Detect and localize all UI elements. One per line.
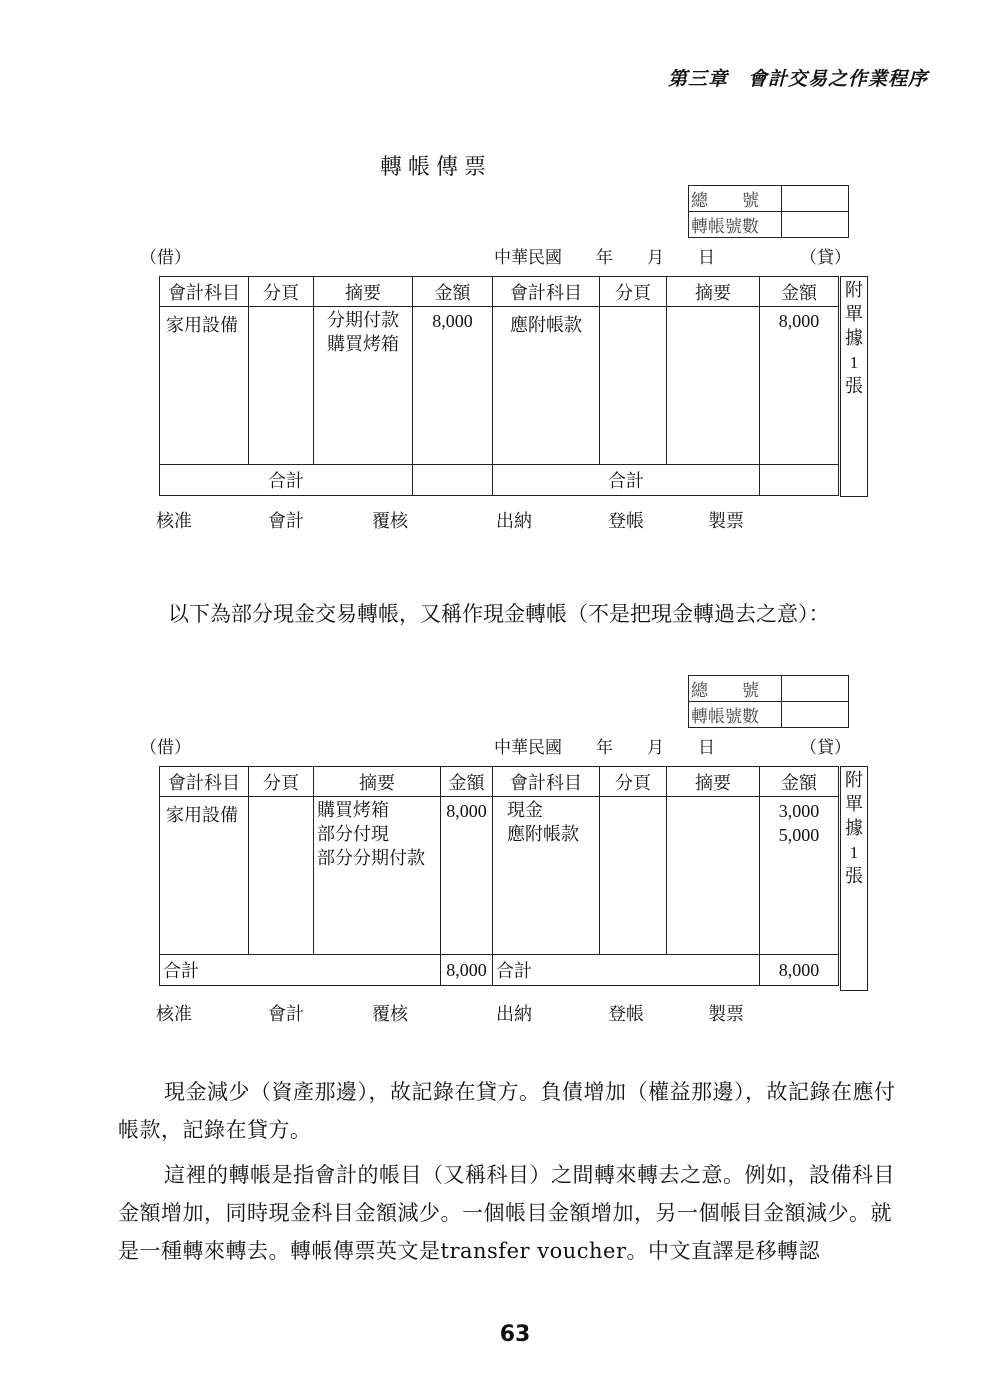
col-memo: 摘要	[314, 767, 441, 797]
credit-amounts: 3,000 5,000	[760, 797, 839, 955]
total-number-label: 總 號	[689, 186, 782, 212]
debit-memo: 分期付款 購買烤箱	[314, 307, 413, 465]
sign-cashier: 出納	[496, 1004, 532, 1025]
page-number: 63	[499, 1322, 531, 1347]
col-account: 會計科目	[160, 277, 249, 307]
sign-accounting: 會計	[268, 511, 304, 532]
sign-approve: 核准	[156, 511, 192, 532]
col-memo: 摘要	[667, 767, 760, 797]
col-account: 會計科目	[160, 767, 249, 797]
voucher-count-label: 轉帳號數	[689, 702, 782, 728]
debit-label: （借）	[140, 248, 191, 268]
debit-total-label: 合計	[160, 955, 441, 986]
credit-total-label: 合計	[493, 955, 760, 986]
attachment-count: 附 單 據 1 張	[840, 276, 868, 497]
total-number-label: 總 號	[689, 676, 782, 702]
credit-accounts: 現金 應附帳款	[493, 797, 600, 955]
voucher-count-value	[782, 212, 849, 238]
sign-approve: 核准	[156, 1004, 192, 1025]
header-row	[160, 277, 839, 307]
col-amount: 金額	[413, 277, 493, 307]
col-amount: 金額	[760, 277, 839, 307]
sign-accounting: 會計	[268, 1004, 304, 1025]
debit-total-label: 合計	[160, 465, 413, 496]
col-page: 分頁	[249, 767, 314, 797]
debit-account: 家用設備	[160, 797, 249, 955]
header-row	[160, 767, 839, 797]
total-row	[160, 955, 839, 986]
col-page: 分頁	[249, 277, 314, 307]
col-account: 會計科目	[493, 767, 600, 797]
col-page: 分頁	[600, 277, 667, 307]
debit-amount: 8,000	[413, 307, 493, 465]
sign-preparer: 製票	[708, 511, 744, 532]
total-number-value	[782, 676, 849, 702]
voucher-count-value	[782, 702, 849, 728]
debit-label: （借）	[140, 738, 191, 758]
sign-cashier: 出納	[496, 511, 532, 532]
total-number-value	[782, 186, 849, 212]
credit-total-label: 合計	[493, 465, 760, 496]
col-page: 分頁	[600, 767, 667, 797]
credit-account: 應附帳款	[493, 307, 600, 465]
credit-total-amount: 8,000	[760, 955, 839, 986]
debit-account: 家用設備	[160, 307, 249, 465]
credit-total-amount	[760, 465, 839, 496]
table-row	[160, 307, 839, 465]
date-label: 中華民國 年 月 日	[494, 248, 715, 268]
debit-total-amount	[413, 465, 493, 496]
sign-review: 覆核	[372, 511, 408, 532]
date-label: 中華民國 年 月 日	[494, 738, 715, 758]
paragraph-2: 這裡的轉帳是指會計的帳目（又稱科目）之間轉來轉去之意。例如，設備科目金額增加，同時現金科目金額減少。一個帳目金額增加，另一個帳目金額減少。就是一種轉來轉去。轉帳傳票英文是transfer voucher。中文直譯是移轉認	[118, 1163, 895, 1263]
paragraph-1: 現金減少（資產那邊），故記錄在貸方。負債增加（權益那邊），故記錄在應付帳款，記錄在貸方。	[118, 1080, 896, 1142]
credit-label: （貸）	[800, 248, 851, 268]
sign-preparer: 製票	[708, 1004, 744, 1025]
chapter-header: 第三章 會計交易之作業程序	[667, 68, 928, 90]
col-memo: 摘要	[314, 277, 413, 307]
credit-label: （貸）	[800, 738, 851, 758]
voucher-count-label: 轉帳號數	[689, 212, 782, 238]
col-amount: 金額	[760, 767, 839, 797]
number-box-1	[688, 185, 849, 238]
attachment-count: 附 單 據 1 張	[840, 766, 868, 991]
voucher-title: 轉帳傳票	[380, 155, 493, 180]
voucher-table-1	[159, 276, 839, 496]
voucher-table-2	[159, 766, 839, 986]
sign-posting: 登帳	[608, 1004, 644, 1025]
credit-amount: 8,000	[760, 307, 839, 465]
intro-text: 以下為部分現金交易轉帳，又稱作現金轉帳（不是把現金轉過去之意）：	[168, 602, 830, 626]
sign-review: 覆核	[372, 1004, 408, 1025]
debit-total-amount: 8,000	[441, 955, 493, 986]
col-account: 會計科目	[493, 277, 600, 307]
sign-posting: 登帳	[608, 511, 644, 532]
total-row	[160, 465, 839, 496]
number-box-2	[688, 675, 849, 728]
col-amount: 金額	[441, 767, 493, 797]
debit-memo: 購買烤箱 部分付現 部分分期付款	[314, 797, 441, 955]
debit-amount: 8,000	[441, 797, 493, 955]
table-row	[160, 797, 839, 955]
col-memo: 摘要	[667, 277, 760, 307]
